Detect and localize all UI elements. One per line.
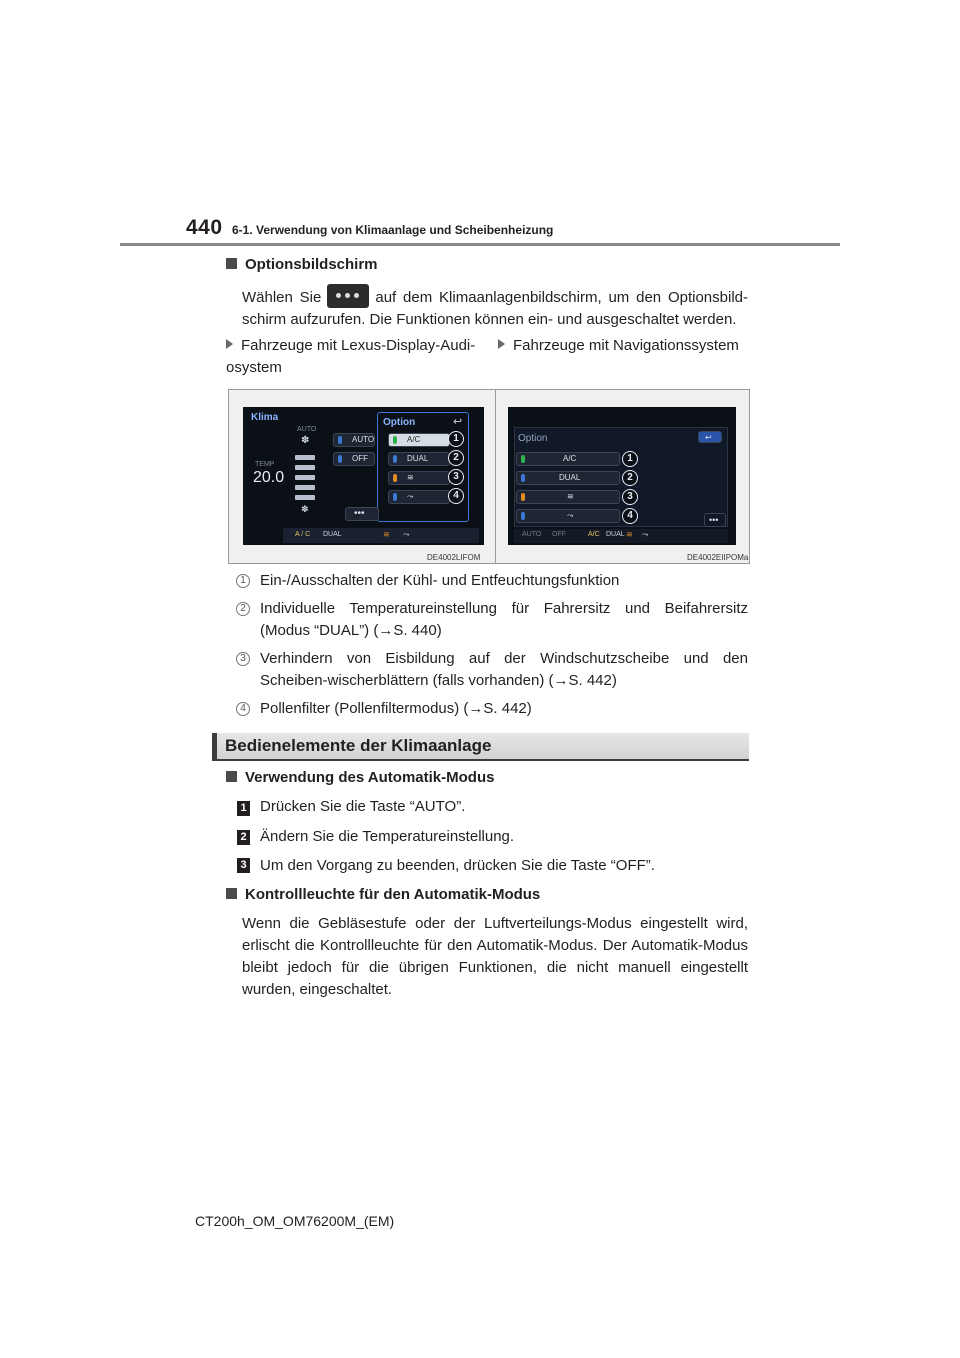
square-bullet-icon — [226, 258, 237, 269]
figure-code-left: DE4002LIFOM — [427, 553, 481, 562]
indicator-led — [393, 493, 397, 501]
callout-text: Pollenfilter (Pollenfiltermodus) (→S. 442) — [260, 700, 532, 717]
pollen-filter-icon: ⤳ — [567, 511, 574, 520]
option-pollen-button[interactable] — [388, 490, 450, 504]
navigation-screen — [508, 407, 736, 545]
option-dual-button[interactable]: DUAL — [388, 452, 450, 466]
back-button[interactable] — [698, 431, 722, 443]
bottom-off-label: OFF — [552, 531, 566, 538]
header-rule — [120, 243, 840, 246]
indicator-led — [393, 436, 397, 444]
option-title: Option — [383, 417, 416, 428]
figure-code-right: DE4002EIIPOMa — [687, 553, 749, 562]
step-number: 2 — [237, 830, 250, 845]
section-banner: Bedienelemente der Klimaanlage — [212, 733, 749, 761]
bottom-ac-label: A / C — [295, 531, 311, 538]
bottom-dual-label: DUAL — [323, 531, 342, 538]
indicator-paragraph: Wenn die Gebläsestufe oder der Luftverteilungs-Modus eingestellt wird, erlischt die Kontrollleuchte für den Automatik-Modus. Der Automatik-Modus bleibt jedoch für die übrigen Funktionen, die nicht manuell eingestellt wurden, eingeschaltet. — [242, 915, 748, 998]
callout-1: 1 — [622, 451, 638, 467]
option-dual-button[interactable]: DUAL — [516, 471, 620, 485]
document-code-footer: CT200h_OM_OM76200M_(EM) — [195, 1213, 395, 1229]
fan-level-bar — [295, 495, 315, 500]
bottom-pollen-icon: ⤳ — [403, 530, 410, 539]
step-number: 3 — [237, 858, 250, 873]
option-panel — [377, 412, 469, 522]
indicator-led — [338, 436, 342, 444]
option-defogger-button[interactable] — [388, 471, 450, 485]
more-options-icon — [327, 284, 369, 308]
more-options-button[interactable]: ••• — [704, 513, 726, 527]
fan-level-bar — [295, 485, 315, 490]
back-icon[interactable]: ↩ — [453, 416, 463, 428]
callout-text: Ein-/Ausschalten der Kühl- und Entfeuchtungsfunktion — [260, 572, 620, 589]
screens-figure — [228, 389, 750, 564]
bottom-pollen-icon: ⤳ — [642, 530, 649, 539]
wiper-deicer-icon: ≋ — [407, 473, 414, 482]
climate-title: Klima — [251, 412, 279, 423]
option-ac-button[interactable]: A/C — [516, 452, 620, 466]
option-ac-button[interactable]: A/C — [388, 433, 450, 447]
bottom-ac-label: A/C — [588, 531, 600, 538]
bottom-defogger-icon: ≋ — [626, 530, 633, 539]
triangle-bullet-icon — [498, 339, 505, 349]
square-bullet-icon — [226, 888, 237, 899]
bottom-dual-label: DUAL — [606, 531, 625, 538]
step-number: 1 — [237, 801, 250, 816]
bottom-status-bar — [283, 528, 479, 543]
step-text: Um den Vorgang zu beenden, drücken Sie die Taste “OFF”. — [260, 857, 655, 874]
indicator-led — [393, 455, 397, 463]
fan-icon-small: ✽ — [301, 504, 309, 514]
options-heading: Optionsbildschirm — [226, 256, 378, 273]
option-pollen-button[interactable] — [516, 509, 620, 523]
indicator-led — [521, 512, 525, 520]
indicator-heading: Kontrollleuchte für den Automatik-Modus — [226, 886, 540, 903]
section-title: 6-1. Verwendung von Klimaanlage und Scheibenheizung — [232, 223, 554, 237]
fan-level-bar — [295, 455, 315, 460]
callout-text: Verhindern von Eisbildung auf der Windschutzscheibe und den Scheiben-wischerblättern (falls vorhanden) (→S. 442) — [260, 650, 748, 689]
option-title: Option — [518, 433, 548, 444]
callout-3: 3 — [448, 469, 464, 485]
triangle-bullet-icon — [226, 339, 233, 349]
callout-4: 4 — [448, 488, 464, 504]
auto-button[interactable]: AUTO — [333, 433, 375, 447]
indicator-led — [393, 474, 397, 482]
wiper-deicer-icon: ≋ — [567, 492, 574, 501]
callout-3: 3 — [622, 489, 638, 505]
options-paragraph: Wählen Sie auf dem Klimaanlagenbildschirm, um den Optionsbild-schirm aufzurufen. Die Funktionen können ein- und ausgeschaltet werden. — [242, 284, 748, 331]
fan-level-bar — [295, 475, 315, 480]
auto-mode-heading: Verwendung des Automatik-Modus — [226, 769, 494, 786]
more-options-button[interactable]: ••• — [345, 507, 379, 521]
callout-2: 2 — [448, 450, 464, 466]
option-defogger-button[interactable] — [516, 490, 620, 504]
indicator-led — [521, 474, 525, 482]
bottom-defogger-icon: ≋ — [383, 530, 390, 539]
off-button[interactable]: OFF — [333, 452, 375, 466]
display-audio-screen — [243, 407, 484, 545]
fan-level-bar — [295, 465, 315, 470]
fan-icon: ✽ — [301, 435, 310, 446]
callout-number: 3 — [236, 652, 250, 666]
temp-label: TEMP — [255, 461, 275, 468]
figure-divider — [495, 390, 496, 563]
indicator-led — [338, 455, 342, 463]
variant-display-audio: Fahrzeuge mit Lexus-Display-Audi-osystem — [226, 337, 476, 376]
callout-1: 1 — [448, 431, 464, 447]
variant-navigation: Fahrzeuge mit Navigationssystem — [498, 335, 758, 357]
callout-number: 2 — [236, 602, 250, 616]
step-text: Ändern Sie die Temperatureinstellung. — [260, 828, 515, 845]
callout-number: 1 — [236, 574, 250, 588]
step-text: Drücken Sie die Taste “AUTO”. — [260, 798, 466, 815]
pollen-filter-icon: ⤳ — [407, 492, 414, 501]
back-icon: ↩ — [705, 433, 712, 442]
temp-value: 20.0 — [253, 469, 285, 486]
callout-2: 2 — [622, 470, 638, 486]
page-number: 440 — [186, 216, 223, 239]
callout-4: 4 — [622, 508, 638, 524]
indicator-led — [521, 455, 525, 463]
square-bullet-icon — [226, 771, 237, 782]
callout-number: 4 — [236, 702, 250, 716]
indicator-led — [521, 493, 525, 501]
auto-small-label: AUTO — [297, 426, 317, 433]
bottom-auto-label: AUTO — [522, 531, 542, 538]
callout-text: Individuelle Temperatureinstellung für Fahrersitz und Beifahrersitz (Modus “DUAL”) (→S. 440) — [260, 600, 748, 639]
